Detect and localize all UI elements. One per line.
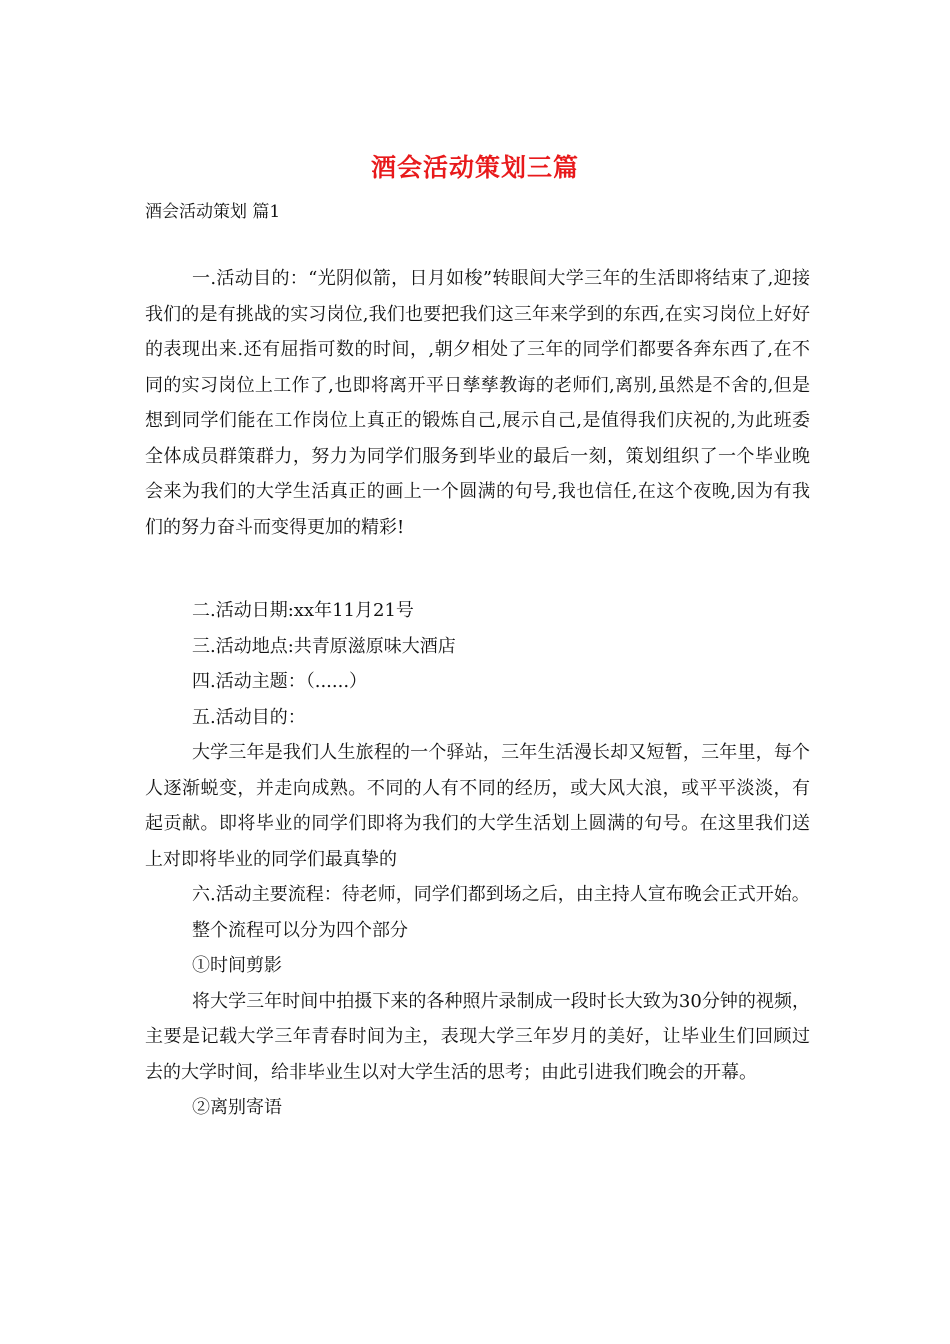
activity-process: 六.活动主要流程：待老师，同学们都到场之后，由主持人宣布晚会正式开始。 — [192, 884, 810, 905]
part-one-title: ①时间剪影 — [192, 955, 282, 976]
purpose-paragraph: 一.活动目的：“光阴似箭，日月如梭”转眼间大学三年的生活即将结束了,迎接我们的是有挑战的实习岗位,我们也要把我们这三年来学到的东西,在实习岗位上好好的表现出来.还有屈指可数的时间，,朝夕相处了三年的同学们都要各奔东西了,在不同的实习岗位上工作了,也即将离开平日孳孳教诲的老师们,离别,虽然是不舍的,但是想到同学们能在工作岗位上真正的锻炼自己,展示自己,是值得我们庆祝的,为此班委全体成员群策群力，努力为同学们服务到毕业的最后一刻，策划组织了一个毕业晚会来为我们的大学生活真正的画上一个圆满的句号,我也信任,在这个夜晚,因为有我们的努力奋斗而变得更加的精彩! — [145, 268, 810, 538]
section-heading: 酒会活动策划 篇1 — [145, 202, 281, 222]
activity-date: 二.活动日期:xx年11月21号 — [192, 600, 414, 621]
part-two-title: ②离别寄语 — [192, 1097, 282, 1118]
activity-purpose-heading: 五.活动目的： — [192, 706, 306, 728]
document-title: 酒会活动策划三篇 — [370, 153, 579, 182]
activity-purpose-text: 大学三年是我们人生旅程的一个驿站，三年生活漫长却又短暂，三年里，每个人逐渐蜕变，并走向成熟。不同的人有不同的经历，或大风大浪，或平平淡淡，有起贡献。即将毕业的同学们即将为我们的大学生活划上圆满的句号。在这里我们送上对即将毕业的同学们最真挚的 — [145, 742, 810, 870]
activity-venue: 三.活动地点:共青原滋原味大酒店 — [192, 635, 456, 657]
part-one-text: 将大学三年时间中拍摄下来的各种照片录制成一段时长大致为30分钟的视频，主要是记载大学三年青春时间为主，表现大学三年岁月的美好，让毕业生们回顾过去的大学时间，给非毕业生以对大学生活的思考；由此引进我们晚会的开幕。 — [145, 990, 810, 1083]
details-section — [145, 593, 810, 1126]
purpose-section — [145, 261, 810, 545]
activity-theme: 四.活动主题：（......） — [192, 671, 368, 692]
process-parts-intro: 整个流程可以分为四个部分 — [192, 919, 408, 941]
